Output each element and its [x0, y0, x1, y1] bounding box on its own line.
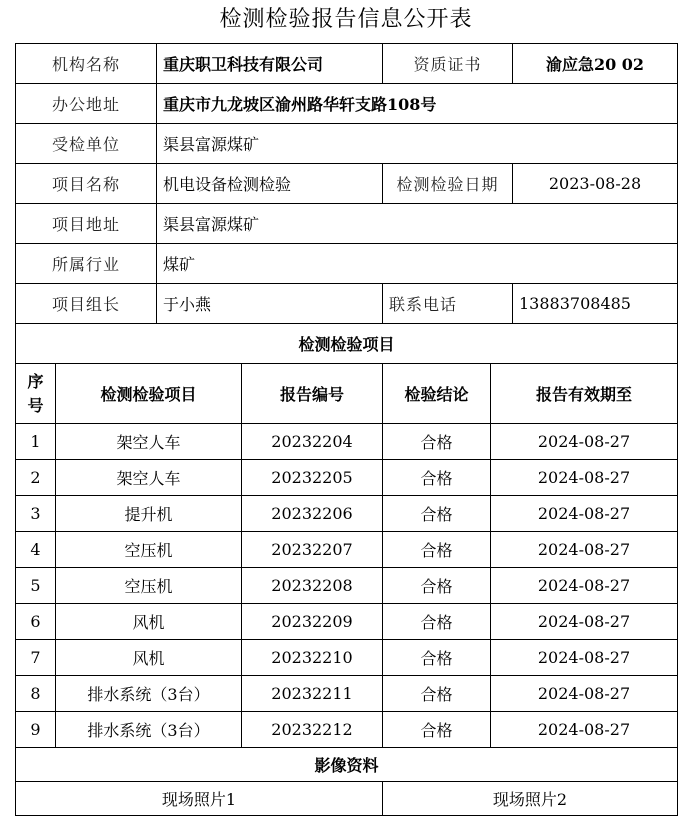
row-item: 空压机 — [56, 568, 242, 604]
table-row — [16, 532, 678, 568]
row-index: 3 — [16, 496, 56, 532]
table-row — [16, 496, 678, 532]
row-item: 提升机 — [56, 496, 242, 532]
row-index: 2 — [16, 460, 56, 496]
leader-label: 项目组长 — [16, 284, 157, 324]
phone-label: 联系电话 — [383, 284, 513, 324]
items-heading-row — [16, 324, 678, 364]
row-index: 7 — [16, 640, 56, 676]
table-row — [16, 604, 678, 640]
row-index: 4 — [16, 532, 56, 568]
info-row-org — [16, 44, 678, 84]
row-conclusion: 合格 — [383, 712, 491, 748]
row-conclusion: 合格 — [383, 460, 491, 496]
table-row — [16, 712, 678, 748]
table-row — [16, 424, 678, 460]
row-index: 9 — [16, 712, 56, 748]
info-row-industry — [16, 244, 678, 284]
row-conclusion: 合格 — [383, 640, 491, 676]
table-row — [16, 460, 678, 496]
images-section-heading: 影像资料 — [16, 748, 678, 782]
photo-links-row — [16, 782, 678, 816]
row-conclusion: 合格 — [383, 568, 491, 604]
address-value: 重庆市九龙坡区渝州路华轩支路108号 — [157, 84, 678, 124]
row-report-no: 20232208 — [242, 568, 383, 604]
inspected-label: 受检单位 — [16, 124, 157, 164]
row-report-no: 20232205 — [242, 460, 383, 496]
info-row-project-address — [16, 204, 678, 244]
info-row-address — [16, 84, 678, 124]
row-conclusion: 合格 — [383, 532, 491, 568]
row-index: 8 — [16, 676, 56, 712]
row-report-no: 20232210 — [242, 640, 383, 676]
row-item: 风机 — [56, 640, 242, 676]
page-title: 检测检验报告信息公开表 — [219, 7, 473, 32]
images-heading-row — [16, 748, 678, 782]
row-item: 风机 — [56, 604, 242, 640]
row-conclusion: 合格 — [383, 424, 491, 460]
row-valid-until: 2024-08-27 — [491, 676, 678, 712]
address-label: 办公地址 — [16, 84, 157, 124]
row-report-no: 20232212 — [242, 712, 383, 748]
items-header-row — [16, 364, 678, 424]
photo-2-link[interactable]: 现场照片2 — [383, 782, 678, 816]
project-value: 机电设备检测检验 — [157, 164, 383, 204]
row-valid-until: 2024-08-27 — [491, 568, 678, 604]
info-row-leader — [16, 284, 678, 324]
row-item: 排水系统（3台） — [56, 676, 242, 712]
row-report-no: 20232204 — [242, 424, 383, 460]
table-row — [16, 568, 678, 604]
col-header-item: 检测检验项目 — [56, 364, 242, 424]
col-header-valid-until: 报告有效期至 — [491, 364, 678, 424]
row-valid-until: 2024-08-27 — [491, 640, 678, 676]
leader-value: 于小燕 — [157, 284, 383, 324]
row-conclusion: 合格 — [383, 604, 491, 640]
row-valid-until: 2024-08-27 — [491, 604, 678, 640]
row-conclusion: 合格 — [383, 496, 491, 532]
info-row-inspected — [16, 124, 678, 164]
row-report-no: 20232209 — [242, 604, 383, 640]
phone-value: 13883708485 — [513, 284, 678, 324]
row-valid-until: 2024-08-27 — [491, 712, 678, 748]
cert-value: 渝应急20 02 — [513, 44, 678, 84]
photo-1-link[interactable]: 现场照片1 — [16, 782, 383, 816]
items-section-heading: 检测检验项目 — [16, 324, 678, 364]
row-valid-until: 2024-08-27 — [491, 424, 678, 460]
col-header-report-no: 报告编号 — [242, 364, 383, 424]
row-index: 6 — [16, 604, 56, 640]
org-value: 重庆职卫科技有限公司 — [157, 44, 383, 84]
project-addr-value: 渠县富源煤矿 — [157, 204, 678, 244]
row-report-no: 20232206 — [242, 496, 383, 532]
industry-label: 所属行业 — [16, 244, 157, 284]
table-row — [16, 676, 678, 712]
row-valid-until: 2024-08-27 — [491, 460, 678, 496]
inspected-value: 渠县富源煤矿 — [157, 124, 678, 164]
row-report-no: 20232207 — [242, 532, 383, 568]
table-row — [16, 640, 678, 676]
row-valid-until: 2024-08-27 — [491, 532, 678, 568]
row-item: 架空人车 — [56, 460, 242, 496]
cert-label: 资质证书 — [383, 44, 513, 84]
info-row-project — [16, 164, 678, 204]
row-valid-until: 2024-08-27 — [491, 496, 678, 532]
col-header-index: 序号 — [16, 364, 56, 424]
report-table — [15, 43, 678, 816]
org-label: 机构名称 — [16, 44, 157, 84]
col-header-conclusion: 检验结论 — [383, 364, 491, 424]
row-index: 5 — [16, 568, 56, 604]
row-item: 排水系统（3台） — [56, 712, 242, 748]
row-report-no: 20232211 — [242, 676, 383, 712]
row-item: 空压机 — [56, 532, 242, 568]
project-label: 项目名称 — [16, 164, 157, 204]
date-label: 检测检验日期 — [383, 164, 513, 204]
row-item: 架空人车 — [56, 424, 242, 460]
project-addr-label: 项目地址 — [16, 204, 157, 244]
date-value: 2023-08-28 — [513, 164, 678, 204]
industry-value: 煤矿 — [157, 244, 678, 284]
row-index: 1 — [16, 424, 56, 460]
row-conclusion: 合格 — [383, 676, 491, 712]
